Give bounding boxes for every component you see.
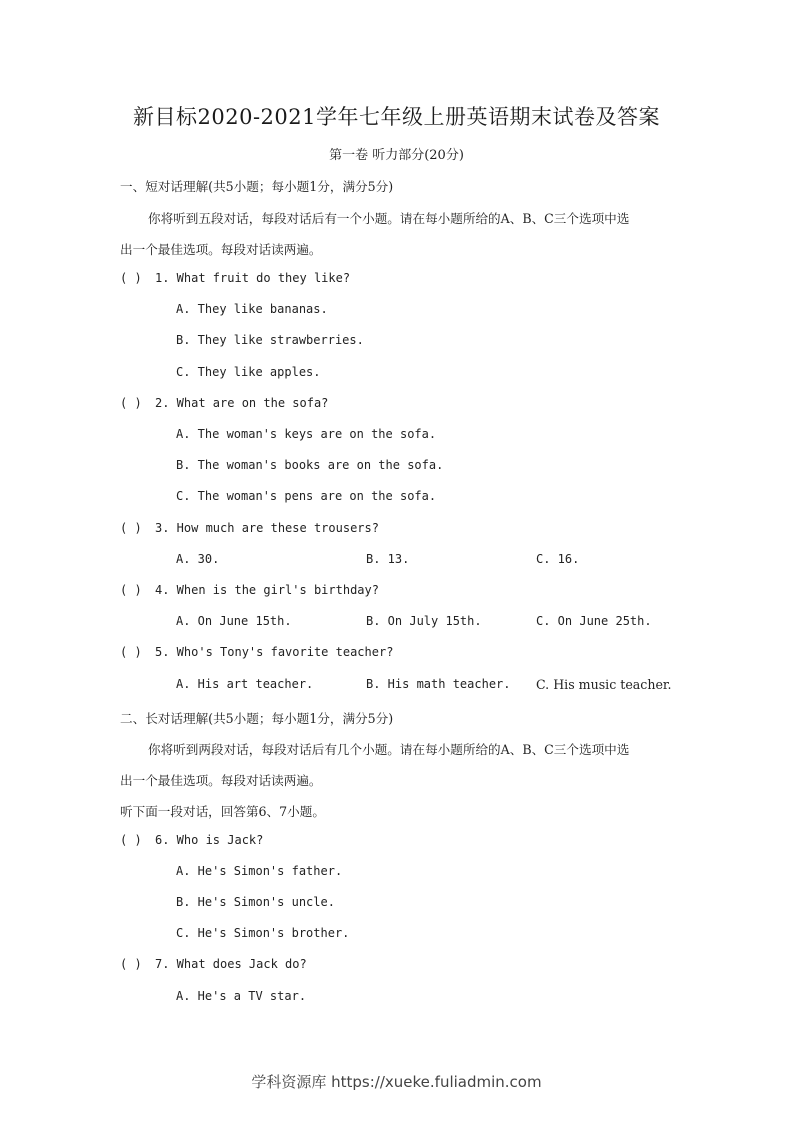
- q3-option-a: A. 30.: [176, 552, 220, 566]
- q6-option-c: C. He's Simon's brother.: [176, 926, 350, 940]
- page-title: 新目标2020-2021学年七年级上册英语期末试卷及答案: [133, 105, 660, 129]
- q4-option-b: B. On July 15th.: [366, 614, 482, 628]
- answer-blank: ( ): [120, 583, 142, 597]
- question-text: 1. What fruit do they like?: [155, 271, 351, 285]
- section1-heading: 一、短对话理解(共5小题；每小题1分，满分5分): [120, 179, 394, 194]
- q2-option-b: B. The woman's books are on the sofa.: [176, 458, 444, 472]
- question-text: 4. When is the girl's birthday?: [155, 583, 379, 597]
- q5-option-c: C. His music teacher.: [536, 677, 672, 692]
- answer-blank: ( ): [120, 521, 142, 535]
- section2-heading: 二、长对话理解(共5小题；每小题1分，满分5分): [120, 711, 394, 726]
- page-subtitle: 第一卷 听力部分(20分): [329, 148, 464, 163]
- section1-instruction-line2: 出一个最佳选项。每段对话读两遍。: [120, 242, 322, 257]
- q1-option-a: A. They like bananas.: [176, 302, 328, 316]
- q2-option-c: C. The woman's pens are on the sofa.: [176, 489, 437, 503]
- q1-option-c: C. They like apples.: [176, 365, 321, 379]
- answer-blank: ( ): [120, 957, 142, 971]
- q6-option-a: A. He's Simon's father.: [176, 864, 343, 878]
- section2-instruction-line1: 你将听到两段对话，每段对话后有几个小题。请在每小题所给的A、B、C三个选项中选: [148, 742, 630, 757]
- q5-option-b: B. His math teacher.: [366, 677, 511, 691]
- answer-blank: ( ): [120, 833, 142, 847]
- question-text: 7. What does Jack do?: [155, 957, 307, 971]
- q5-option-a: A. His art teacher.: [176, 677, 314, 691]
- q2-option-a: A. The woman's keys are on the sofa.: [176, 427, 437, 441]
- footer-watermark: 学科资源库 https://xueke.fuliadmin.com: [251, 1073, 542, 1091]
- q3-option-c: C. 16.: [536, 552, 580, 566]
- answer-blank: ( ): [120, 396, 142, 410]
- q4-option-a: A. On June 15th.: [176, 614, 292, 628]
- section2-instruction-line2: 出一个最佳选项。每段对话读两遍。: [120, 773, 322, 788]
- q6-option-b: B. He's Simon's uncle.: [176, 895, 335, 909]
- q1-option-b: B. They like strawberries.: [176, 333, 364, 347]
- q3-option-b: B. 13.: [366, 552, 410, 566]
- question-text: 5. Who's Tony's favorite teacher?: [155, 645, 394, 659]
- question-text: 3. How much are these trousers?: [155, 521, 379, 535]
- section2-sub-instruction: 听下面一段对话，回答第6、7小题。: [120, 804, 325, 819]
- q7-option-a: A. He's a TV star.: [176, 989, 307, 1003]
- answer-blank: ( ): [120, 271, 142, 285]
- answer-blank: ( ): [120, 645, 142, 659]
- question-text: 2. What are on the sofa?: [155, 396, 329, 410]
- section1-instruction-line1: 你将听到五段对话，每段对话后有一个小题。请在每小题所给的A、B、C三个选项中选: [148, 211, 630, 226]
- q4-option-c: C. On June 25th.: [536, 614, 652, 628]
- question-text: 6. Who is Jack?: [155, 833, 264, 847]
